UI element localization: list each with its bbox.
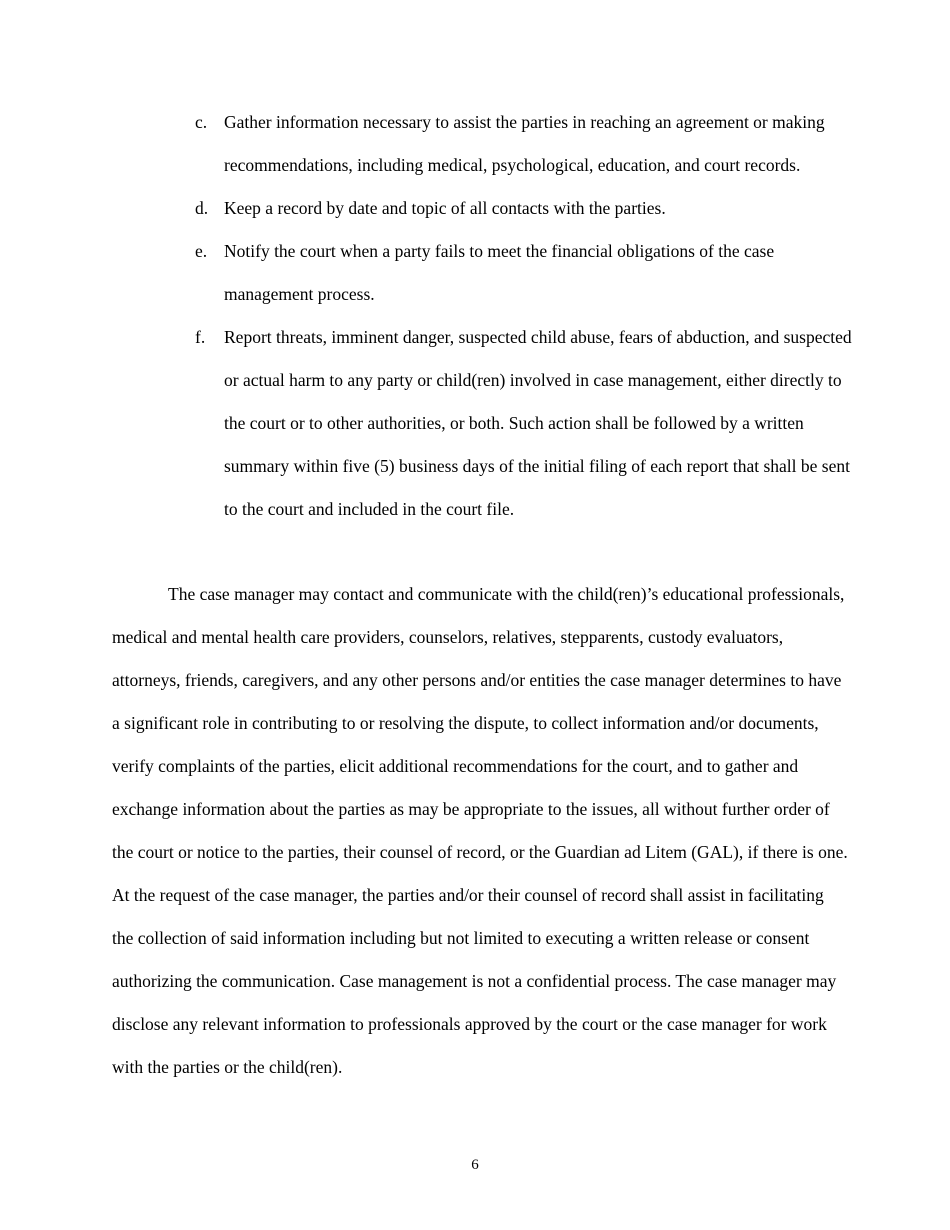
list-marker: c. [195,112,208,132]
list-item-c [195,101,855,187]
list-item-d [195,187,855,230]
list-marker: d. [195,198,209,218]
list-item-text: Notify the court when a party fails to meet the financial obligations of the case management process. [224,241,775,304]
list-marker: f. [195,327,206,347]
list-marker: e. [195,241,208,261]
page-number: 6 [471,1157,479,1173]
list-item-text: Keep a record by date and topic of all contacts with the parties. [224,198,666,218]
list-item-text: Gather information necessary to assist the parties in reaching an agreement or making recommendations, including medical, psychological, education, and court records. [224,112,825,175]
body-paragraph: The case manager may contact and communicate with the child(ren)’s educational professionals, medical and mental health care providers, counselors, relatives, stepparents, custody evaluators, attorneys, friends, caregivers, and any other persons and/or entities the case manager determines to have a significant role in contributing to or resolving the dispute, to collect information and/or documents, verify complaints of the parties, elicit additional recommendations for the court, and to gather and exchange information about the parties as may be appropriate to the issues, all without further order of the court or notice to the parties, their counsel of record, or the Guardian ad Litem (GAL), if there is one. At the request of the case manager, the parties and/or their counsel of record shall assist in facilitating the collection of said information including but not limited to executing a written release or consent authorizing the communication. Case management is not a confidential process. The case manager may disclose any relevant information to professionals approved by the court or the case manager for work with the parties or the child(ren). [112,584,848,1077]
list-item-e [195,230,855,316]
list-item-text: Report threats, imminent danger, suspected child abuse, fears of abduction, and suspected or actual harm to any party or child(ren) involved in case management, either directly to the court or to other authorities, or both. Such action shall be followed by a written summary within five (5) business days of the initial filing of each report that shall be sent to the court and included in the court file. [224,327,852,519]
list-item-f [195,316,855,531]
duties-list [195,101,855,531]
